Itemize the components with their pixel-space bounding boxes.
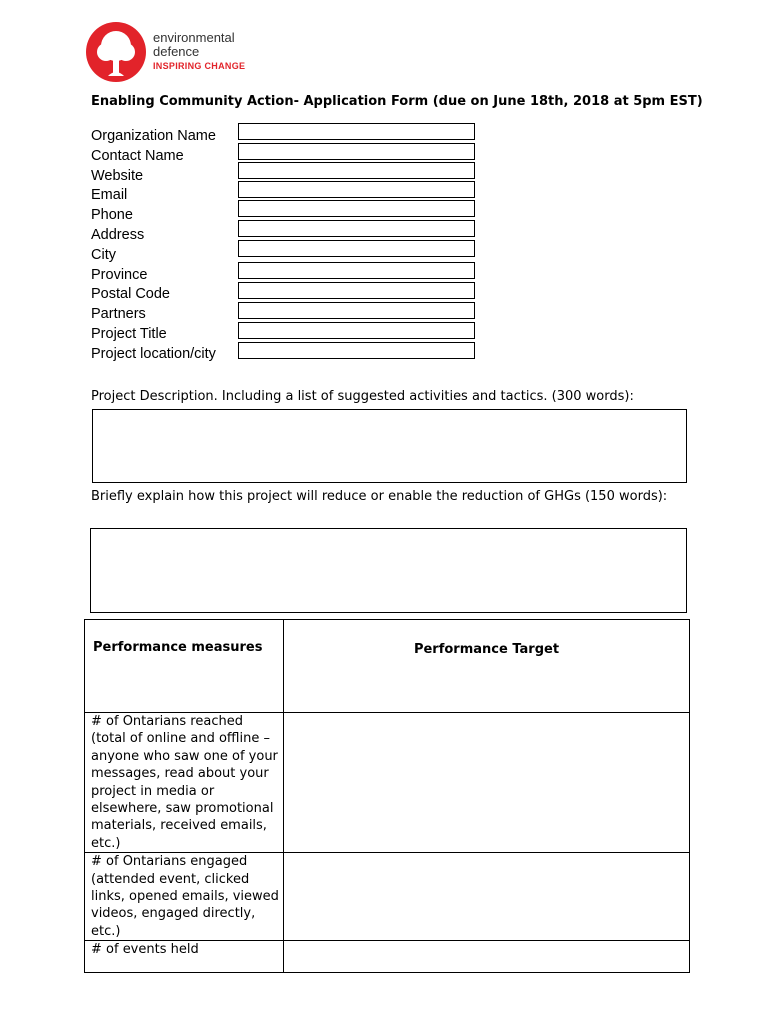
logo-wordmark: [153, 31, 245, 73]
label-contact-name: Contact Name: [91, 147, 184, 164]
target-input-engaged[interactable]: [284, 853, 690, 941]
label-website: Website: [91, 167, 144, 184]
logo: [86, 22, 245, 82]
contact-field-labels: [91, 127, 216, 365]
logo-line-1: environmental: [153, 30, 235, 45]
partners-input[interactable]: [238, 302, 475, 319]
target-input-reached[interactable]: [284, 713, 690, 853]
website-input[interactable]: [238, 162, 475, 179]
project-description-label: Project Description. Including a list of suggested activities and tactics. (300 words):: [91, 389, 634, 404]
city-input[interactable]: [238, 240, 475, 257]
table-row: [85, 853, 690, 941]
label-address: Address: [91, 226, 145, 243]
label-partners: Partners: [91, 306, 146, 323]
label-email: Email: [91, 187, 128, 204]
tree-icon: [86, 22, 146, 82]
measure-events-held: # of events held: [85, 941, 284, 973]
table-row: [85, 713, 690, 853]
label-project-location: Project location/city: [91, 345, 216, 362]
form-title: Enabling Community Action- Application Form (due on June 18th, 2018 at 5pm EST): [91, 94, 703, 109]
label-organization-name: Organization Name: [91, 128, 216, 144]
project-location-input[interactable]: [238, 342, 475, 359]
label-postal-code: Postal Code: [91, 286, 170, 303]
table-row: [85, 941, 690, 973]
project-title-input[interactable]: [238, 322, 475, 339]
postal-code-input[interactable]: [238, 282, 475, 299]
target-input-events[interactable]: [284, 941, 690, 973]
label-phone: Phone: [91, 207, 133, 224]
phone-input[interactable]: [238, 200, 475, 217]
province-input[interactable]: [238, 262, 475, 279]
label-city: City: [91, 246, 116, 263]
label-province: Province: [91, 266, 148, 283]
label-project-title: Project Title: [91, 325, 167, 342]
table-header-row: [85, 620, 690, 713]
organization-name-input[interactable]: [238, 123, 475, 140]
address-input[interactable]: [238, 220, 475, 237]
ghg-reduction-textarea[interactable]: [90, 528, 687, 613]
measure-ontarians-reached: # of Ontarians reached (total of online and offline – anyone who saw one of your messages, read about your project in media or elsewhere, saw promotional materials, received emails, etc.): [85, 713, 284, 853]
contact-name-input[interactable]: [238, 143, 475, 160]
ghg-reduction-label: Briefly explain how this project will reduce or enable the reduction of GHGs (150 words):: [91, 489, 668, 504]
header-performance-target: Performance Target: [284, 620, 690, 713]
email-input[interactable]: [238, 181, 475, 198]
measure-ontarians-engaged: # of Ontarians engaged (attended event, clicked links, opened emails, viewed videos, engaged directly, etc.): [85, 853, 284, 941]
project-description-textarea[interactable]: [92, 409, 687, 483]
performance-table: [84, 619, 690, 973]
logo-line-2: defence: [153, 44, 200, 59]
logo-tagline: INSPIRING CHANGE: [153, 61, 246, 71]
header-performance-measures: Performance measures: [85, 620, 284, 713]
